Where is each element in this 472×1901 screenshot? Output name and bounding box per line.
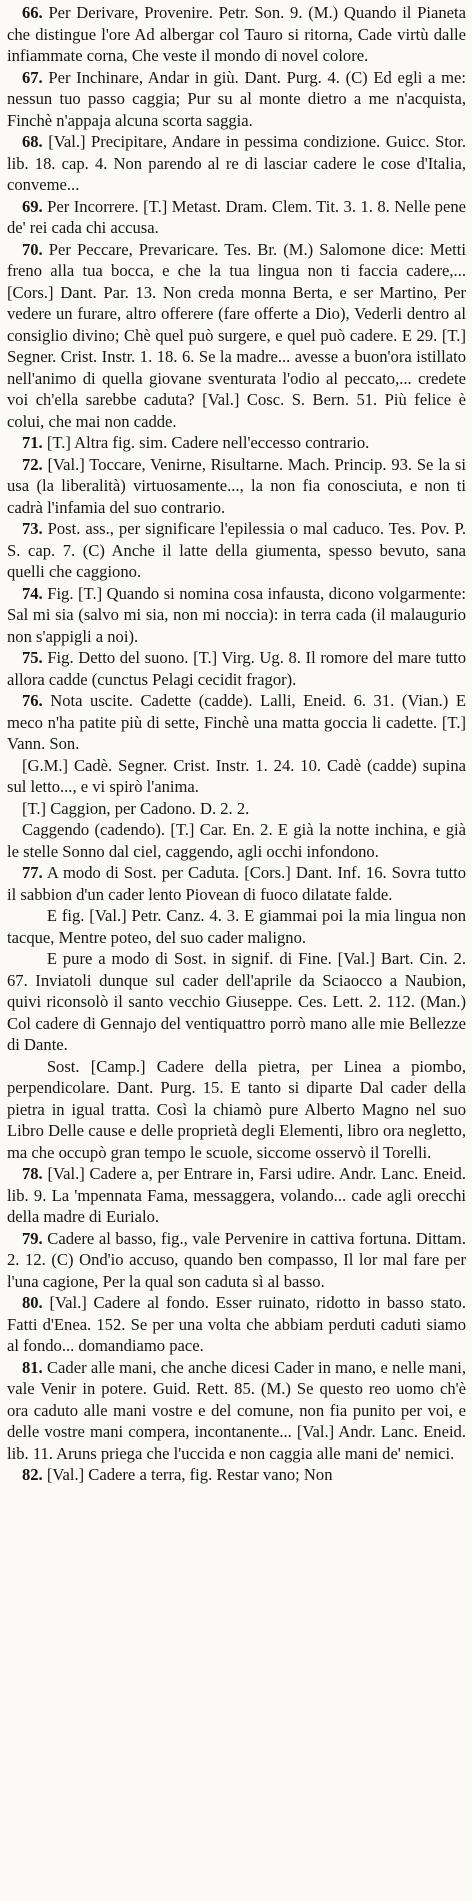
- entry-number: 68.: [21, 132, 43, 151]
- entry-number: 78.: [21, 1164, 43, 1183]
- entry-text: Per Peccare, Prevaricare. Tes. Br. (M.) Salomone dice: Metti freno alla tua bocca, e che la tua lingua non ti faccia cadere,... [Cors.] Dant. Par. 13. Non creda monna Berta, e ser Martino, Per vedere un furare, altro offerere (fare offerte a Dio), Vederli dentro al consiglio divino; Chè quel può surgere, e quel può cadere. E 29. [T.] Segner. Crist. Instr. 1. 18. 6. Se la madre... avesse a buon'ora istillato nell'animo di quella giovane sventurata l'odio al peccato,... credete voi ch'ella sarebbe caduta? [Val.] Cosc. S. Bern. 51. Più felice è colui, che mai non cadde.: [7, 239, 466, 431]
- entry-text: [T.] Caggion, per Cadono. D. 2. 2.: [21, 798, 250, 818]
- entry-73: [7, 518, 466, 583]
- entry-number: 82.: [21, 1465, 43, 1484]
- entry-text: Caggendo (cadendo). [T.] Car. En. 2. E già la notte inchina, e già le stelle Sonno dal ciel, caggendo, agli occhi infondono.: [7, 820, 466, 861]
- entry-71: [7, 432, 466, 454]
- entry-72: [7, 454, 466, 519]
- entry-number: 69.: [21, 196, 43, 216]
- entry-text: [T.] Altra fig. sim. Cadere nell'eccesso contrario.: [46, 433, 370, 452]
- entry-text: Cadere al basso, fig., vale Pervenire in cattiva fortuna. Dittam. 2. 12. (C) Ond'io accuso, quando ben compasso, Il lor mal fare per l'una cagione, Per la qual son caduta sì al basso.: [7, 1228, 466, 1291]
- entry-text: Per Inchinare, Andar in giù. Dant. Purg. 4. (C) Ed egli a me: nessun tuo passo caggia; Pur su al monte dietro a me n'acquista, Finchè n'appaja alcuna scorta saggia.: [7, 67, 466, 130]
- entry-subsense: [7, 819, 466, 862]
- entry-text: [Val.] Toccare, Venirne, Risultarne. Mach. Princip. 93. Se la si usa (la liberalità) virtuosamente..., la non fia conosciuta, e non ti cadrà l'infamia del suo contrario.: [7, 454, 466, 517]
- entry-number: 74.: [21, 583, 43, 603]
- entry-number: 67.: [21, 67, 43, 87]
- entry-80: [7, 1292, 466, 1357]
- entry-text: Per Derivare, Provenire. Petr. Son. 9. (M.) Quando il Pianeta che distingue l'ore Ad albergar col Tauro si ritorna, Cade virtù dalle infiammate corna, Che veste il mondo di novel colore.: [7, 3, 466, 65]
- entry-number: 76.: [21, 691, 43, 710]
- entry-text: E fig. [Val.] Petr. Canz. 4. 3. E giammai poi la mia lingua non tacque, Mentre poteo, del suo cader maligno.: [7, 906, 466, 947]
- entry-number: 81.: [21, 1357, 43, 1377]
- entry-text: [G.M.] Cadè. Segner. Crist. Instr. 1. 24. 10. Cadè (cadde) supina sul letto..., e vi spirò l'anima.: [7, 755, 466, 796]
- entry-text: [Val.] Cadere al fondo. Esser ruinato, ridotto in basso stato. Fatti d'Enea. 152. Se per una volta che abbiam perduti caduti siamo al fondo... domandiamo pace.: [7, 1293, 466, 1355]
- entry-number: 79.: [21, 1228, 43, 1248]
- entry-subsense: [7, 1056, 466, 1164]
- entry-text: [Val.] Cadere a terra, fig. Restar vano; Non: [46, 1465, 333, 1484]
- entry-number: 77.: [21, 863, 43, 882]
- entry-text: [Val.] Cadere a, per Entrare in, Farsi udire. Andr. Lanc. Eneid. lib. 9. La 'mpennata Fama, messaggera, volando... cade agli orecchi della madre di Eurialo.: [7, 1164, 466, 1226]
- entry-78: [7, 1163, 466, 1228]
- entry-number: 75.: [21, 648, 43, 667]
- entry-number: 73.: [21, 519, 43, 538]
- entry-74: [7, 583, 466, 648]
- entry-67: [7, 67, 466, 132]
- entry-76: [7, 690, 466, 755]
- entry-68: [7, 131, 466, 196]
- entry-text: E pure a modo di Sost. in signif. di Fine. [Val.] Bart. Cin. 2. 67. Inviatoli dunque sul cader dell'aprile da Sciaocco a Naubion, quivi riconsolò il santo vecchio Giuseppe. Ces. Lett. 2. 112. (Man.) Col cadere di Gennajo del ventiquattro porrò mano alle mie Bellezze di Dante.: [7, 949, 466, 1054]
- entry-82: [7, 1464, 466, 1486]
- entry-75: [7, 647, 466, 690]
- entry-text: Sost. [Camp.] Cadere della pietra, per Linea a piombo, perpendicolare. Dant. Purg. 15. E tanto si diparte Dal cader della pietra in igual tratta. Così la chiamò pure Alberto Magno nel suo Libro Delle cause e delle proprietà degli Elementi, libro ora negletto, ma che occupò gran tempo le scuole, siccome osservò il Torelli.: [7, 1056, 466, 1162]
- entry-77: [7, 862, 466, 905]
- entry-subsense: [7, 905, 466, 948]
- entry-text: Post. ass., per significare l'epilessia o mal caduco. Tes. Pov. P. S. cap. 7. (C) Anche il latte della giumenta, spesso bevuto, sana quelli che caggiono.: [7, 519, 466, 581]
- entry-text: Fig. [T.] Quando si nomina cosa infausta, dicono volgarmente: Sal mi sia (salvo mi sia, non mi noccia): in terra cada (il malaugurio non s'appigli a noi).: [7, 583, 467, 646]
- entry-text: Fig. Detto del suono. [T.] Virg. Ug. 8. Il romore del mare tutto allora cadde (cunctus Pelagi cecidit fragor).: [7, 648, 466, 689]
- entry-text: A modo di Sost. per Caduta. [Cors.] Dant. Inf. 16. Sovra tutto il sabbion d'un cader lento Piovean di fuoco dilatate falde.: [7, 863, 466, 904]
- entry-text: Per Incorrere. [T.] Metast. Dram. Clem. Tit. 3. 1. 8. Nelle pene de' rei cada chi accusa.: [7, 196, 466, 237]
- entry-81: [7, 1357, 466, 1465]
- entry-text: Cader alle mani, che anche dicesi Cader in mano, e nelle mani, vale Venir in potere. Guid. Rett. 85. (M.) Se questo reo uomo ch'è ora caduto alle mani vostre e del comune, non fia punito per voi, e delle vostre mani compera, incontanente... [Val.] Andr. Lanc. Eneid. lib. 11. Aruns priega che l'uccida e non caggia alle mani de' nemici.: [7, 1357, 466, 1463]
- entry-number: 80.: [21, 1293, 43, 1312]
- entry-number: 70.: [21, 239, 43, 259]
- entry-text: Nota uscite. Cadette (cadde). Lalli, Eneid. 6. 31. (Vian.) E meco n'ha patite più di sette, Finchè una matta goccia li cadette. [T.] Vann. Son.: [7, 691, 466, 753]
- entry-70: [7, 239, 466, 433]
- entry-66: [7, 2, 466, 67]
- entry-number: 72.: [21, 454, 43, 474]
- entry-subsense: [7, 798, 466, 820]
- entry-79: [7, 1228, 466, 1293]
- entry-subsense: [7, 948, 466, 1056]
- entry-69: [7, 196, 466, 239]
- entry-subsense: [7, 755, 466, 798]
- entry-number: 71.: [21, 433, 43, 452]
- entry-number: 66.: [21, 3, 43, 22]
- entry-text: [Val.] Precipitare, Andare in pessima condizione. Guicc. Stor. lib. 18. cap. 4. Non parendo al re di lasciar cadere le cose d'Italia, conveme...: [7, 132, 466, 194]
